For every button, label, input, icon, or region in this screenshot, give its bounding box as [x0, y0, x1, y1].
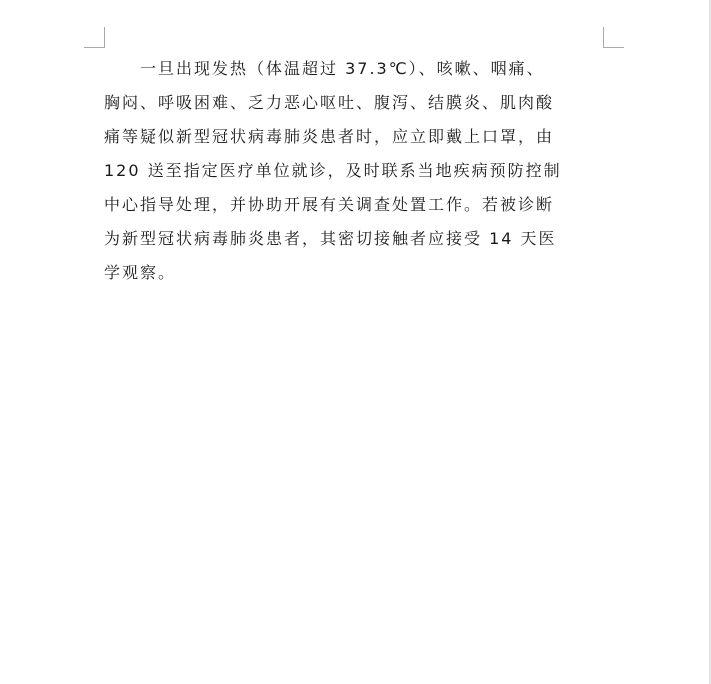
paragraph-line: 胸闷、呼吸困难、乏力恶心呕吐、腹泻、结膜炎、肌肉酸: [104, 93, 555, 112]
paragraph-line: 一旦出现发热（体温超过 37.3℃）、咳嗽、咽痛、: [104, 59, 545, 78]
body-paragraph[interactable]: [104, 52, 604, 290]
paragraph-line: 学观察。: [104, 263, 177, 282]
margin-corner-top-right: [603, 27, 624, 48]
paragraph-line: 120 送至指定医疗单位就诊，及时联系当地疾病预防控制: [104, 161, 562, 180]
paragraph-line: 痛等疑似新型冠状病毒肺炎患者时，应立即戴上口罩，由: [104, 127, 555, 146]
paragraph-line: 中心指导处理，并协助开展有关调查处置工作。若被诊断: [104, 195, 555, 214]
paragraph-line: 为新型冠状病毒肺炎患者，其密切接触者应接受 14 天医: [104, 229, 557, 248]
margin-corner-top-left: [84, 27, 105, 48]
